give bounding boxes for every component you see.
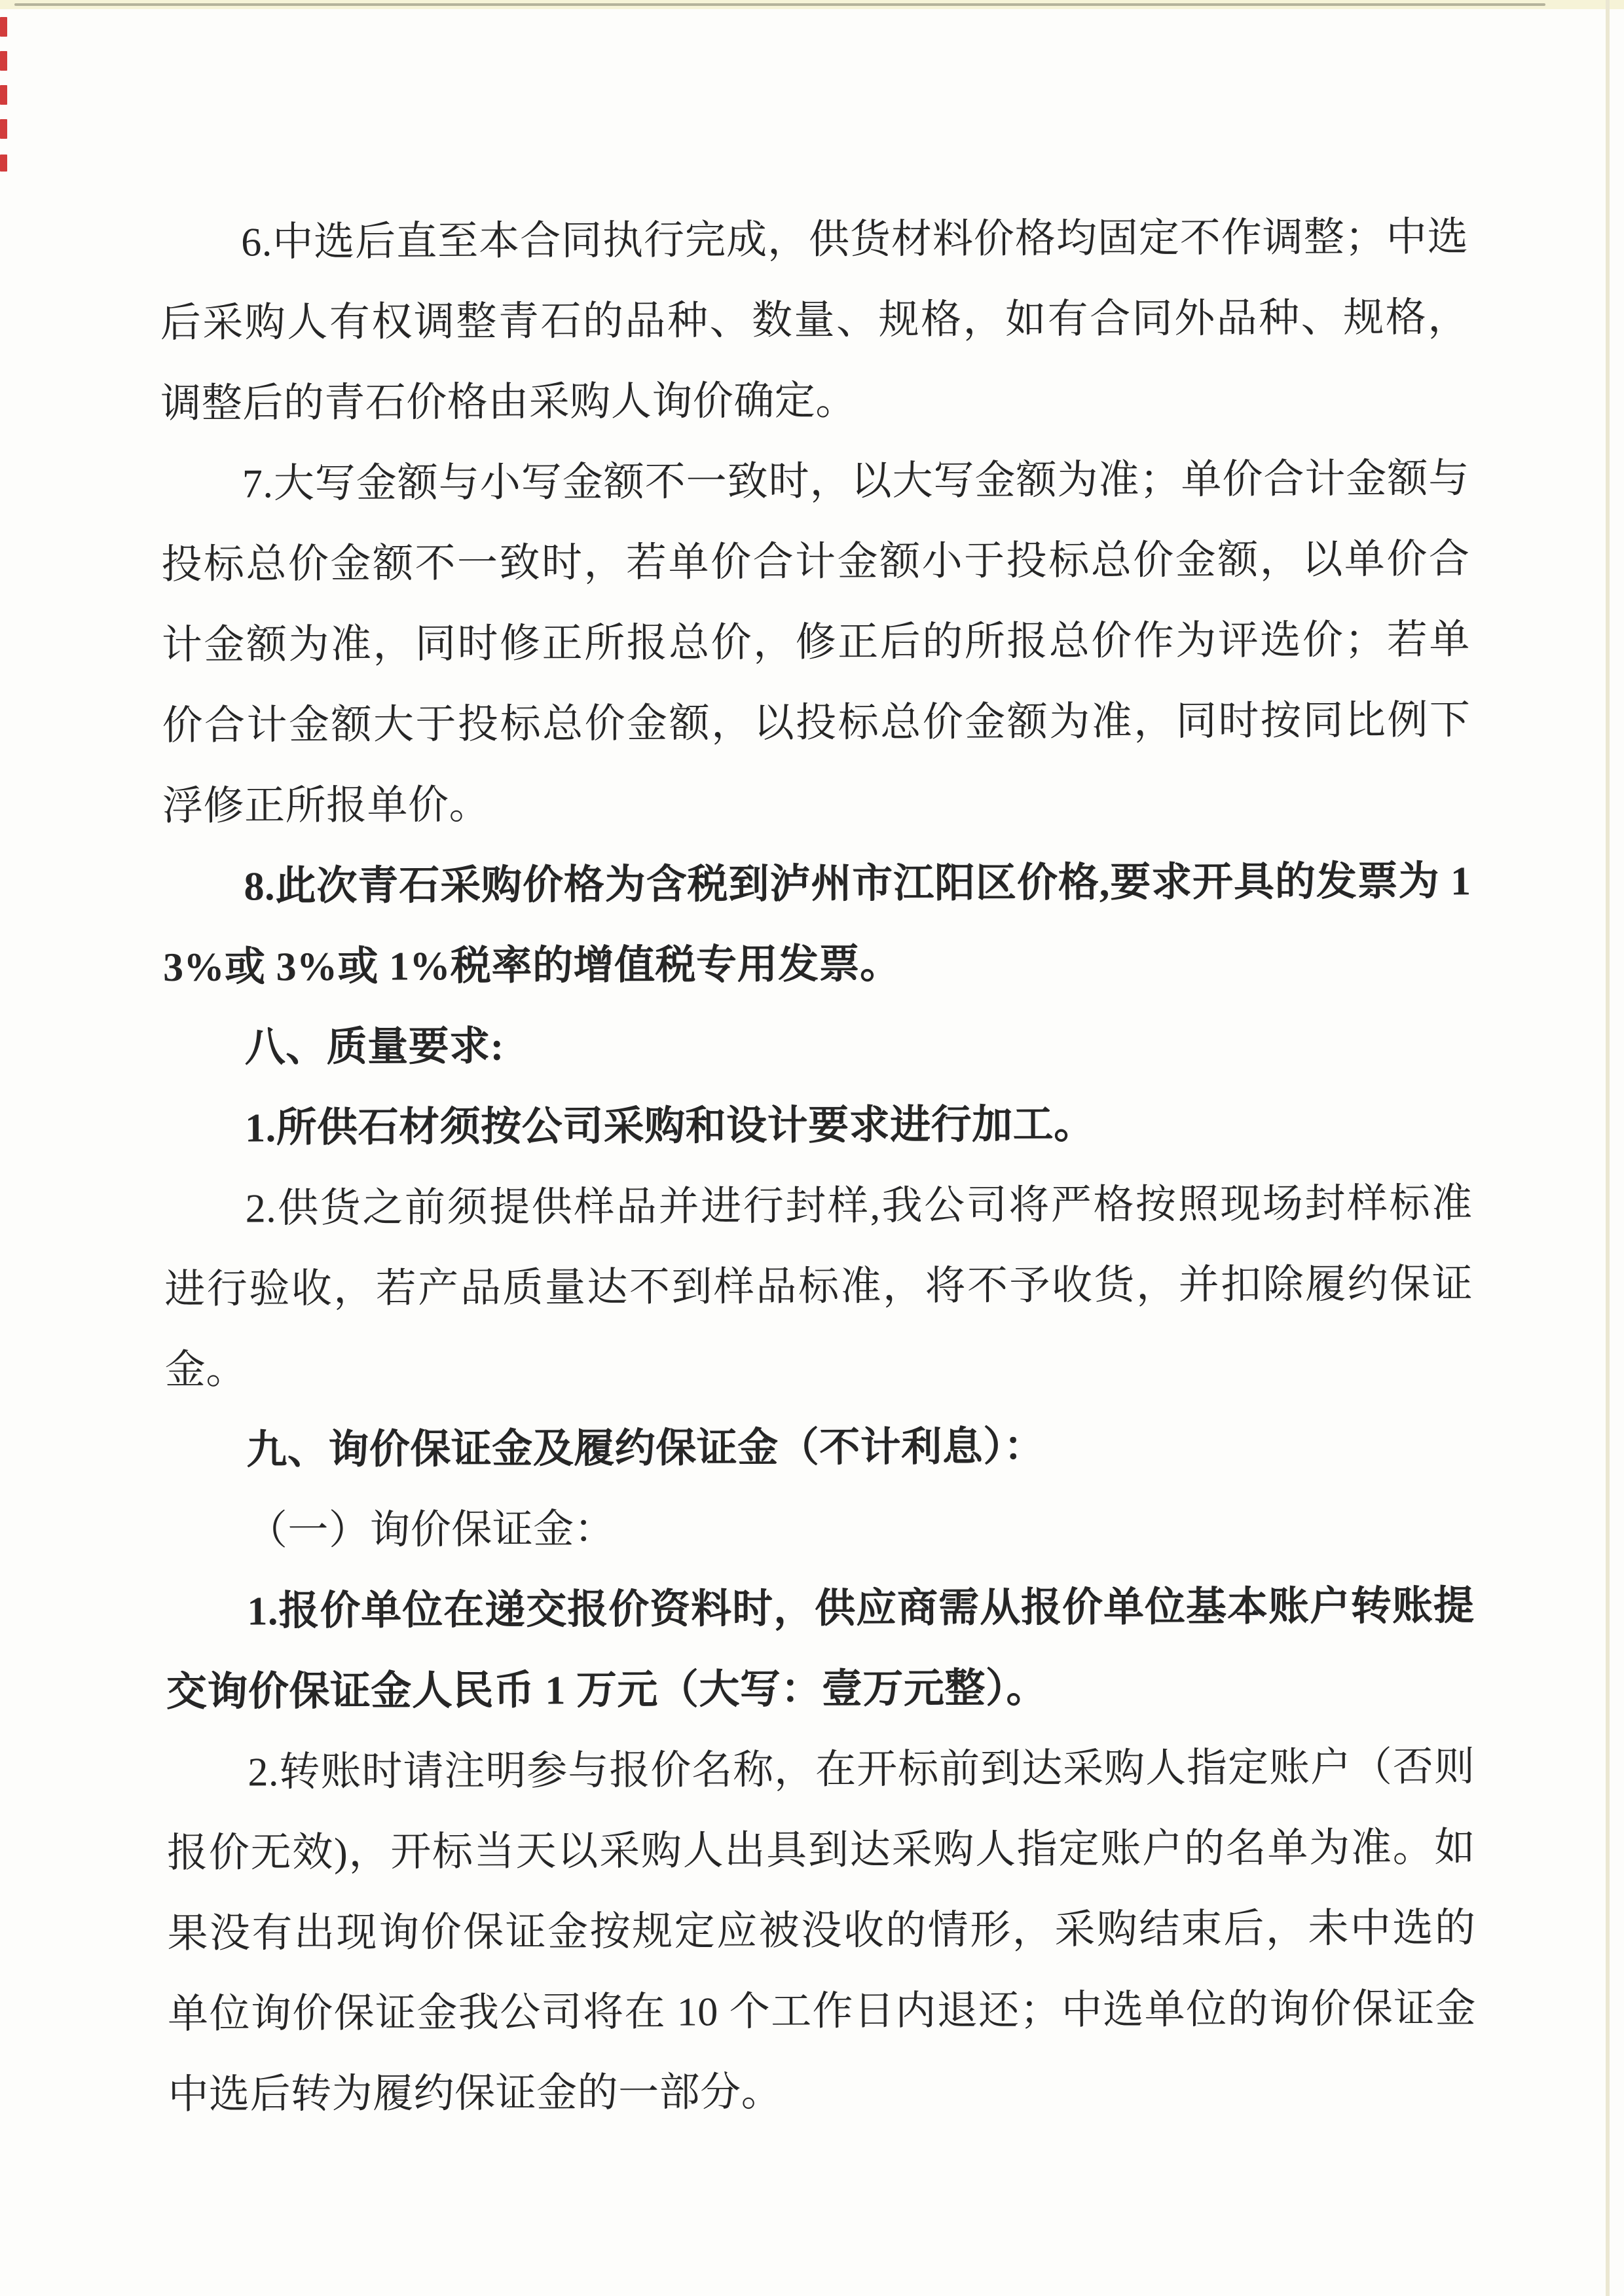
document-body [160,197,1477,2136]
deposit-item-2-paragraph: 2.转账时请注明参与报价名称，在开标前到达采购人指定账户（否则报价无效)，开标当天以采购人出具到达采购人指定账户的名单为准。如果没有出现询价保证金按规定应被没收的情形，采购结束后，未中选的单位询价保证金我公司将在 10 个工作日内退还；中选单位的询价保证金中选后转为履约保证金的一部分。 [166,1745,1477,2117]
red-dash-mark [0,155,7,172]
clause-6-paragraph: 6.中选后直至本合同执行完成，供货材料价格均固定不作调整；中选后采购人有权调整青石的品种、数量、规格，如有合同外品种、规格，调整后的青石价格由采购人询价确定。 [160,215,1469,426]
scan-top-edge-line [14,3,1545,6]
quality-item-1-paragraph: 1.所供石材须按公司采购和设计要求进行加工。 [245,1102,1095,1151]
red-dash-mark [0,85,7,105]
red-dash-mark [0,51,7,71]
quality-item-2-paragraph: 2.供货之前须提供样品并进行封样,我公司将严格按照现场封样标准进行验收，若产品质量达不到样品标准，将不予收货，并扣除履约保证金。 [164,1181,1473,1393]
scan-red-marks-artifact [0,0,10,210]
inquiry-deposit-subheading: （一）询价保证金： [246,1506,616,1554]
scan-right-page-edge-artifact [1606,0,1610,2296]
red-dash-mark [0,119,7,139]
scan-top-edge-artifact [0,0,1624,9]
red-dash-mark [0,17,7,37]
section-9-heading: 九、询价保证金及履约保证金（不计利息）： [246,1425,1045,1473]
section-8-heading: 八、质量要求: [244,1024,504,1070]
deposit-item-1-paragraph: 1.报价单位在递交报价资料时，供应商需从报价单位基本账户转账提交询价保证金人民币 1 万元（大写：壹万元整）。 [166,1584,1475,1715]
clause-8-paragraph: 8.此次青石采购价格为含税到泸州市江阳区价格,要求开具的发票为 13%或 3%或 1%税率的增值税专用发票。 [162,859,1471,990]
clause-7-paragraph: 7.大写金额与小写金额不一致时，以大写金额为准；单价合计金额与投标总价金额不一致时，若单价合计金额小于投标总价金额，以单价合计金额为准，同时修正所报总价，修正后的所报总价作为评选价；若单价合计金额大于投标总价金额，以投标总价金额为准，同时按同比例下浮修正所报单价。 [161,456,1471,829]
